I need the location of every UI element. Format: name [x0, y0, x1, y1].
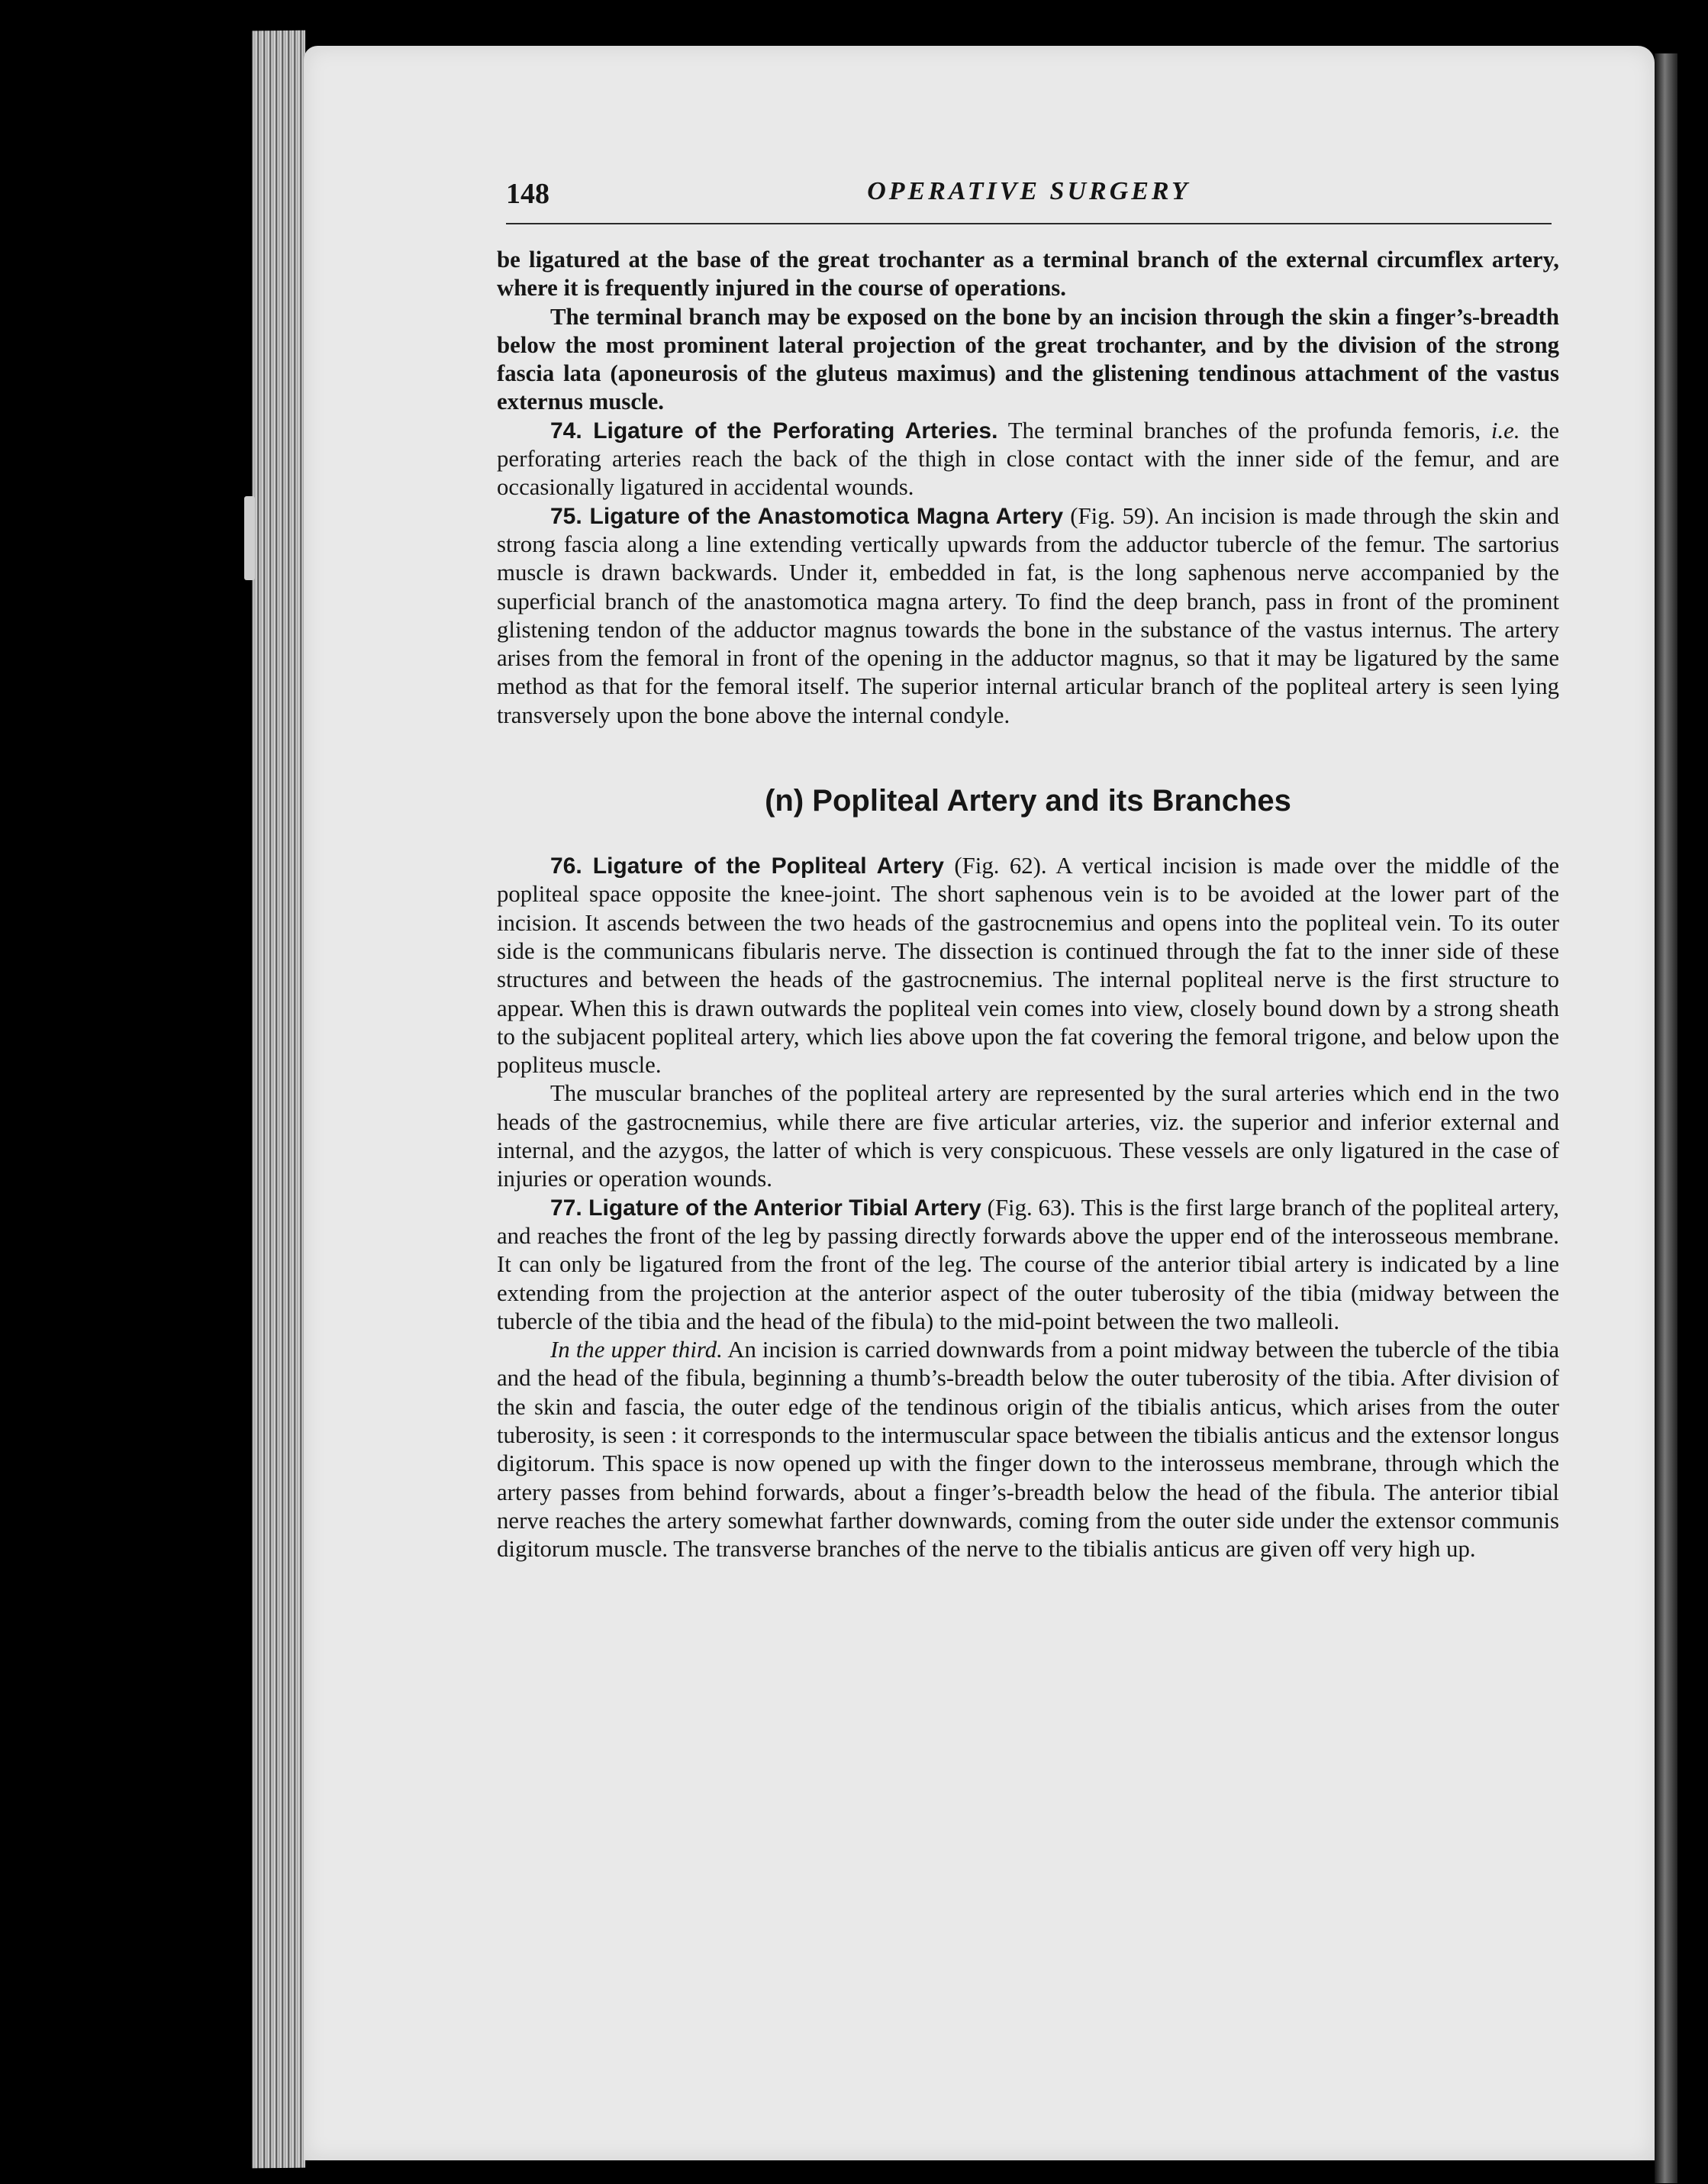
section-76-figure-ref: (Fig. 62).	[943, 853, 1047, 879]
section-heading: (n) Popliteal Artery and its Branches	[765, 784, 1291, 818]
section-75-heading: 75. Ligature of the Anastomotica Magna Artery	[550, 503, 1064, 529]
page-number: 148	[506, 178, 549, 210]
book-page	[304, 46, 1655, 2160]
section-76	[497, 852, 1559, 1079]
paragraph-terminal-branch: The terminal branch may be exposed on the bone by an incision through the skin a finger’s-breadth below the most prominent lateral projection of the great trochanter, and by the division of the strong fascia lata (aponeurosis of the gluteus maximus) and the glistening tendinous attachment of the vastus externus muscle.	[497, 303, 1559, 415]
paragraph-upper-third	[497, 1336, 1559, 1563]
section-74-heading: 74. Ligature of the Perforating Arteries.	[550, 418, 998, 444]
page-stack-edges	[252, 31, 305, 2169]
section-74-text-b: the perforating arteries reach the back of the thigh in close contact with the inner side of the femur, and are occasionally ligatured in accidental wounds.	[497, 417, 1559, 501]
upper-third-text: An incision is carried downwards from a point midway between the tubercle of the tibia and the head of the fibula, beginning a thumb’s-breadth below the outer tuberosity of the tibia. After division of the skin and fascia, the outer edge of the tendinous origin of the tibialis anticus, which arises from the outer tuberosity, is seen : it corresponds to the intermuscular space between the tibialis anticus and the extensor longus digitorum. This space is now opened up with the finger down to the interosseus membrane, through which the artery passes from behind forwards, about a finger’s-breadth below the head of the fibula. The anterior tibial nerve reaches the artery somewhat farther downwards, coming from the outer side under the extensor communis digitorum muscle. The transverse branches of the nerve to the tibialis anticus are given off very high up.	[497, 1337, 1559, 1563]
right-page-edge	[1655, 53, 1677, 2183]
section-76-text: A vertical incision is made over the middle of the popliteal space opposite the knee-joint. The short saphenous vein is to be avoided at the lower part of the incision. It ascends between the two heads of the gastrocnemius and opens into the popliteal vein. To its outer side is the communicans fibularis nerve. The dissection is continued through the fat to the inner side of these structures and between the heads of the gastrocnemius. The internal popliteal nerve is the first structure to appear. When this is drawn outwards the popliteal vein comes into view, closely bound down by a strong sheath to the subjacent popliteal artery, which lies above upon the fat covering the femoral trigone, and below upon the popliteus muscle.	[497, 853, 1559, 1079]
section-77-heading: 77. Ligature of the Anterior Tibial Artery	[550, 1195, 981, 1221]
spine-mark	[244, 496, 255, 580]
section-74-italic: i.e.	[1490, 417, 1520, 444]
upper-third-italic: In the upper third.	[550, 1337, 723, 1363]
section-74-text-a: The terminal branches of the profunda femoris,	[997, 417, 1491, 444]
section-75-figure-ref: (Fig. 59).	[1063, 502, 1160, 529]
section-74	[497, 417, 1559, 502]
paragraph-continuation: be ligatured at the base of the great trochanter as a terminal branch of the external circumflex artery, where it is frequently injured in the course of operations.	[497, 247, 1559, 302]
running-title: OPERATIVE SURGERY	[867, 177, 1191, 205]
section-76-heading: 76. Ligature of the Popliteal Artery	[550, 853, 944, 879]
header-rule	[506, 223, 1552, 224]
section-75-text: An incision is made through the skin and strong fascia along a line extending vertically upwards from the adductor tubercle of the femur. The sartorius muscle is drawn backwards. Under it, embedded in fat, is the long saphenous nerve accompanied by the superficial branch of the anastomotica magna artery. To find the deep branch, pass in front of the prominent glistening tendon of the adductor magnus towards the bone in the substance of the vastus internus. The artery arises from the femoral in front of the opening in the adductor magnus, so that it may be ligatured by the same method as that for the femoral itself. The superior internal articular branch of the popliteal artery is seen lying transversely upon the bone above the internal condyle.	[497, 502, 1559, 728]
section-75	[497, 502, 1559, 730]
section-77-text: This is the first large branch of the popliteal artery, and reaches the front of the leg by passing directly forwards above the upper end of the interosseous membrane. It can only be ligatured from the front of the leg. The course of the anterior tibial artery is indicated by a line extending from the projection at the anterior aspect of the outer tuberosity of the tibia (midway between the tubercle of the tibia and the head of the fibula) to the mid-point between the two malleoli.	[497, 1194, 1559, 1334]
section-77	[497, 1194, 1559, 1336]
paragraph-muscular-branches: The muscular branches of the popliteal artery are represented by the sural arteries which end in the two heads of the gastrocnemius, while there are five articular arteries, viz. the superior and inferior external and internal, and the azygos, the latter of which is very conspicuous. These vessels are only ligatured in the case of injuries or operation wounds.	[497, 1080, 1559, 1192]
section-77-figure-ref: (Fig. 63).	[981, 1194, 1076, 1221]
body-text	[497, 246, 1559, 1563]
